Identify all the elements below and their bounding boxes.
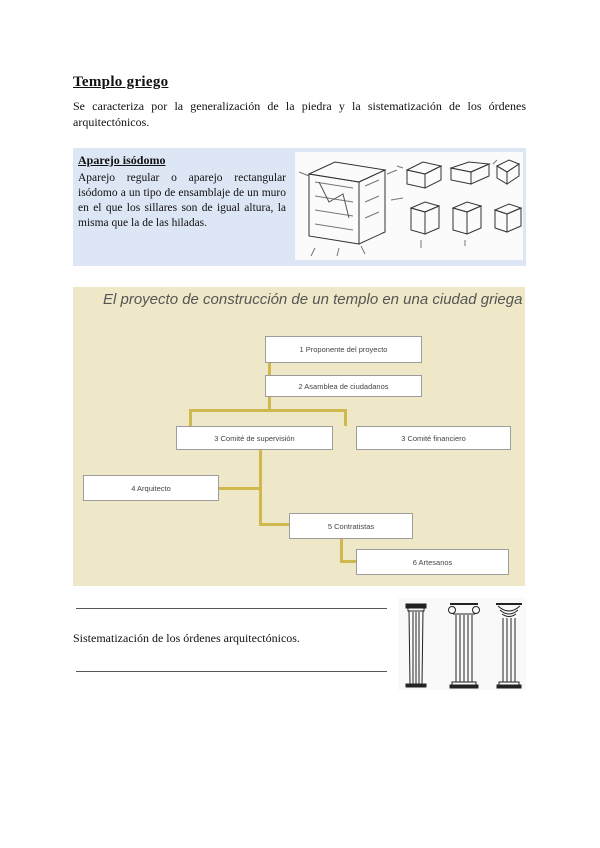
node-comite-financiero: 3 Comité financiero	[356, 426, 511, 450]
masonry-blocks-drawing	[295, 152, 523, 260]
node-contratistas: 5 Contratistas	[289, 513, 413, 539]
connector-bus-right	[344, 409, 347, 426]
intro-paragraph: Se caracteriza por la generalización de la piedra y la sistematización de los órdenes arquitectónicos.	[73, 99, 526, 129]
node-proponente: 1 Proponente del proyecto	[265, 336, 422, 363]
connector-5	[259, 523, 289, 526]
isodomo-illustration	[295, 152, 523, 260]
columns-illustration	[398, 598, 526, 690]
orgchart-figure	[73, 287, 525, 586]
blank-line-bottom	[76, 671, 387, 672]
node-comite-supervision: 3 Comité de supervisión	[176, 426, 333, 450]
page-title: Templo griego	[73, 74, 169, 90]
connector-1-2	[268, 363, 271, 375]
orgchart-title: El proyecto de construcción de un templo en una ciudad griega	[103, 291, 523, 308]
node-artesanos: 6 Artesanos	[356, 549, 509, 575]
node-arquitecto: 4 Arquitecto	[83, 475, 219, 501]
blank-line-top	[76, 608, 387, 609]
ordenes-label: Sistematización de los órdenes arquitectónicos.	[73, 631, 300, 645]
connector-4	[219, 487, 262, 490]
greek-columns-drawing	[398, 598, 526, 690]
isodomo-title: Aparejo isódomo	[78, 153, 166, 167]
connector-bus-horizontal	[189, 409, 347, 412]
isodomo-box	[73, 148, 526, 266]
connector-6	[340, 560, 356, 563]
node-asamblea: 2 Asamblea de ciudadanos	[265, 375, 422, 397]
isodomo-text: Aparejo regular o aparejo rectangular isódomo a un tipo de ensamblaje de un muro en el que los sillares son de igual altura, la misma que la de las hiladas.	[78, 172, 286, 229]
connector-bus-left	[189, 409, 192, 426]
